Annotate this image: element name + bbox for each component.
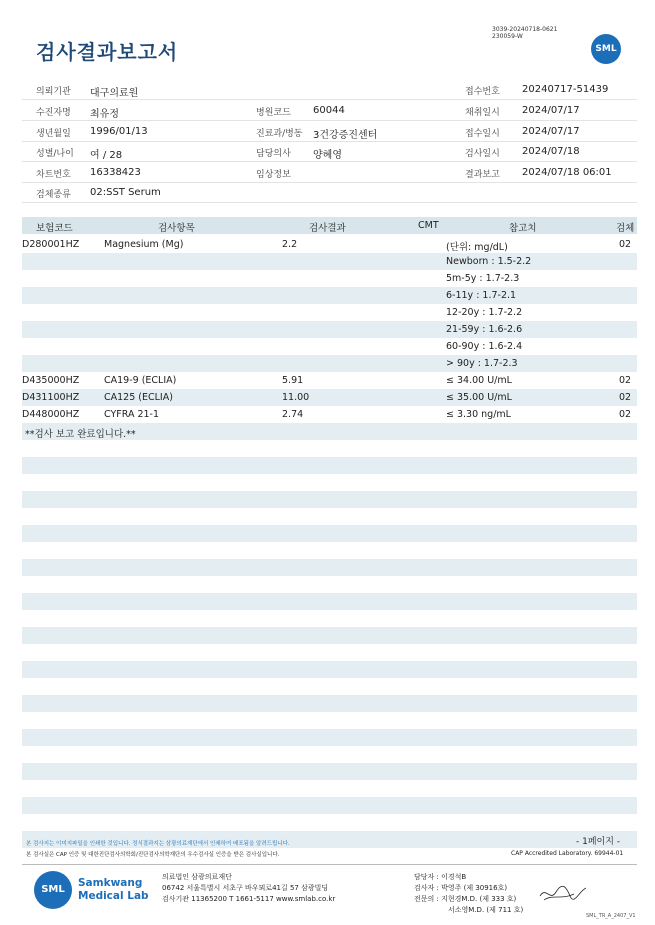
table-row [22, 389, 637, 406]
reference-cell: 60-90y : 1.6-2.4 [446, 341, 523, 352]
collect-date-label: 채취일시 [465, 108, 500, 118]
sex-age-value: 여 / 28 [90, 150, 123, 161]
table-row [22, 593, 637, 610]
table-row [22, 270, 637, 287]
table-row [22, 491, 637, 508]
result-cell: 5.91 [282, 375, 304, 386]
info-row [22, 79, 637, 100]
receipt-date-value: 2024/07/17 [522, 126, 580, 137]
table-row [22, 474, 637, 491]
col-item-header: 검사항목 [158, 223, 195, 234]
dob-value: 1996/01/13 [90, 126, 148, 137]
code-cell: D435000HZ [22, 375, 80, 386]
result-cell: 2.2 [282, 239, 298, 250]
signature [538, 882, 588, 904]
specimen-cell: 02 [619, 392, 632, 403]
reference-cell: ≤ 35.00 U/mL [446, 392, 512, 403]
institution-value: 대구의료원 [90, 88, 139, 99]
test-date-value: 2024/07/18 [522, 146, 580, 157]
contact-info: 검사기관 11365200 T 1661-5117 www.smlab.co.kr [162, 895, 336, 903]
page-number: - 1페이지 - [576, 837, 621, 847]
table-row [22, 559, 637, 576]
footer-address [162, 872, 335, 905]
org-name: 의료법인 삼광의료재단 [162, 873, 232, 881]
doctor-value: 양혜영 [313, 150, 342, 161]
code-cell: D448000HZ [22, 409, 80, 420]
specimen-cell: 02 [619, 375, 632, 386]
table-row [22, 338, 637, 355]
accreditation-notice: 본 검사실은 CAP 인증 및 대한진단검사의학회/진단검사의학재단의 우수검사실 인증을 받은 검사실입니다. [26, 852, 280, 858]
table-row [22, 814, 637, 831]
table-row [22, 287, 637, 304]
reference-cell: > 90y : 1.7-2.3 [446, 358, 518, 369]
table-row [22, 321, 637, 338]
chart-no-value: 16338423 [90, 167, 141, 178]
item-cell: Magnesium (Mg) [104, 239, 184, 250]
sml-footer-logo: SML [34, 871, 72, 909]
staff-line: 담당자 : 이경석B [414, 873, 467, 881]
code-cell: D280001HZ [22, 239, 80, 250]
document-id [492, 26, 557, 40]
staff-line: 서소영M.D. (제 711 호) [448, 906, 524, 914]
hospital-code-value: 60044 [313, 105, 345, 116]
table-row [22, 729, 637, 746]
reference-cell: 6-11y : 1.7-2.1 [446, 290, 517, 301]
report-date-label: 결과보고 [465, 170, 500, 180]
info-row [22, 100, 637, 121]
patient-value: 최유정 [90, 109, 119, 120]
address: 06742 서울특별시 서초구 바우뫼로41길 57 삼광빌딩 [162, 884, 329, 892]
table-row [22, 406, 637, 423]
reference-cell: Newborn : 1.5-2.2 [446, 256, 532, 267]
document-id-line: 230059-W [492, 33, 523, 40]
receipt-no-label: 접수번호 [465, 87, 500, 97]
table-row [22, 304, 637, 321]
result-cell: 2.74 [282, 409, 304, 420]
table-row [22, 763, 637, 780]
table-row [22, 508, 637, 525]
col-ref-header: 참고치 [509, 223, 537, 234]
reference-cell: 12-20y : 1.7-2.2 [446, 307, 523, 318]
receipt-no-value: 20240717-51439 [522, 84, 609, 95]
table-row [22, 780, 637, 797]
dept-label: 진료과/병동 [256, 129, 303, 139]
info-row [22, 162, 637, 183]
col-cmt-header: CMT [418, 220, 439, 231]
specimen-cell: 02 [619, 409, 632, 420]
form-code: SML_TR_A_2407_V1 [586, 913, 636, 919]
hospital-code-label: 병원코드 [256, 108, 291, 118]
table-row [22, 440, 637, 457]
table-row [22, 797, 637, 814]
doctor-label: 담당의사 [256, 149, 291, 159]
table-row [22, 746, 637, 763]
specimen-cell: 02 [619, 239, 632, 250]
table-row [22, 712, 637, 729]
col-result-header: 검사결과 [309, 223, 346, 234]
reference-cell: ≤ 34.00 U/mL [446, 375, 512, 386]
report-complete-note: **검사 보고 완료입니다.** [25, 429, 136, 440]
report-title: 검사결과보고서 [36, 40, 179, 64]
item-cell: CA19-9 (ECLIA) [104, 375, 177, 386]
table-row [22, 253, 637, 270]
result-cell: 11.00 [282, 392, 310, 403]
code-cell: D431100HZ [22, 392, 80, 403]
dob-label: 생년월일 [36, 129, 71, 139]
table-row [22, 372, 637, 389]
info-row [22, 121, 637, 142]
item-cell: CYFRA 21-1 [104, 409, 160, 420]
table-row [22, 423, 637, 440]
info-row [22, 141, 637, 162]
collect-date-value: 2024/07/17 [522, 105, 580, 116]
table-row [22, 525, 637, 542]
specimen-value: 02:SST Serum [90, 187, 161, 198]
table-row [22, 542, 637, 559]
brand-line: Samkwang [78, 877, 143, 889]
col-code-header: 보험코드 [36, 223, 73, 234]
item-cell: CA125 (ECLIA) [104, 392, 173, 403]
test-date-label: 검사일시 [465, 149, 500, 159]
table-row [22, 644, 637, 661]
table-row [22, 661, 637, 678]
footer-staff [414, 872, 523, 916]
reference-cell: 5m-5y : 1.7-2.3 [446, 273, 520, 284]
results-table-header [22, 217, 637, 234]
table-row [22, 695, 637, 712]
specimen-label: 검체종류 [36, 190, 71, 200]
table-row [22, 678, 637, 695]
info-row [22, 182, 637, 203]
chart-no-label: 차트번호 [36, 170, 71, 180]
reference-cell: ≤ 3.30 ng/mL [446, 409, 511, 420]
staff-line: 검사자 : 박영주 (제 30916호) [414, 884, 508, 892]
table-row [22, 610, 637, 627]
sex-age-label: 성별/나이 [36, 149, 74, 159]
table-row [22, 236, 637, 253]
reference-cell: (단위: mg/dL) [446, 242, 508, 253]
table-row [22, 576, 637, 593]
print-notice: 본 검사지는 이미지파일을 인쇄한 것입니다. 정식결과지는 삼광의료재단에서 인쇄하여 배포됨을 알려드립니다. [26, 841, 290, 847]
clinical-label: 임상정보 [256, 170, 291, 180]
patient-label: 수진자명 [36, 108, 71, 118]
institution-label: 의뢰기관 [36, 87, 71, 97]
report-date-value: 2024/07/18 06:01 [522, 167, 612, 178]
table-row [22, 627, 637, 644]
col-specimen-header: 검체 [616, 223, 635, 234]
table-row [22, 355, 637, 372]
footer-divider [22, 864, 637, 865]
receipt-date-label: 접수일시 [465, 129, 500, 139]
sml-logo: SML [591, 34, 621, 64]
reference-cell: 21-59y : 1.6-2.6 [446, 324, 523, 335]
brand-name [78, 877, 149, 903]
staff-line: 전문의 : 지현경M.D. (제 333 호) [414, 895, 517, 903]
table-row [22, 457, 637, 474]
cap-accreditation: CAP Accredited Laboratory. 69944-01 [511, 850, 624, 857]
brand-line: Medical Lab [78, 890, 149, 902]
document-id-line: 3039-20240718-0621 [492, 26, 558, 33]
dept-value: 3건강증진센터 [313, 130, 378, 141]
